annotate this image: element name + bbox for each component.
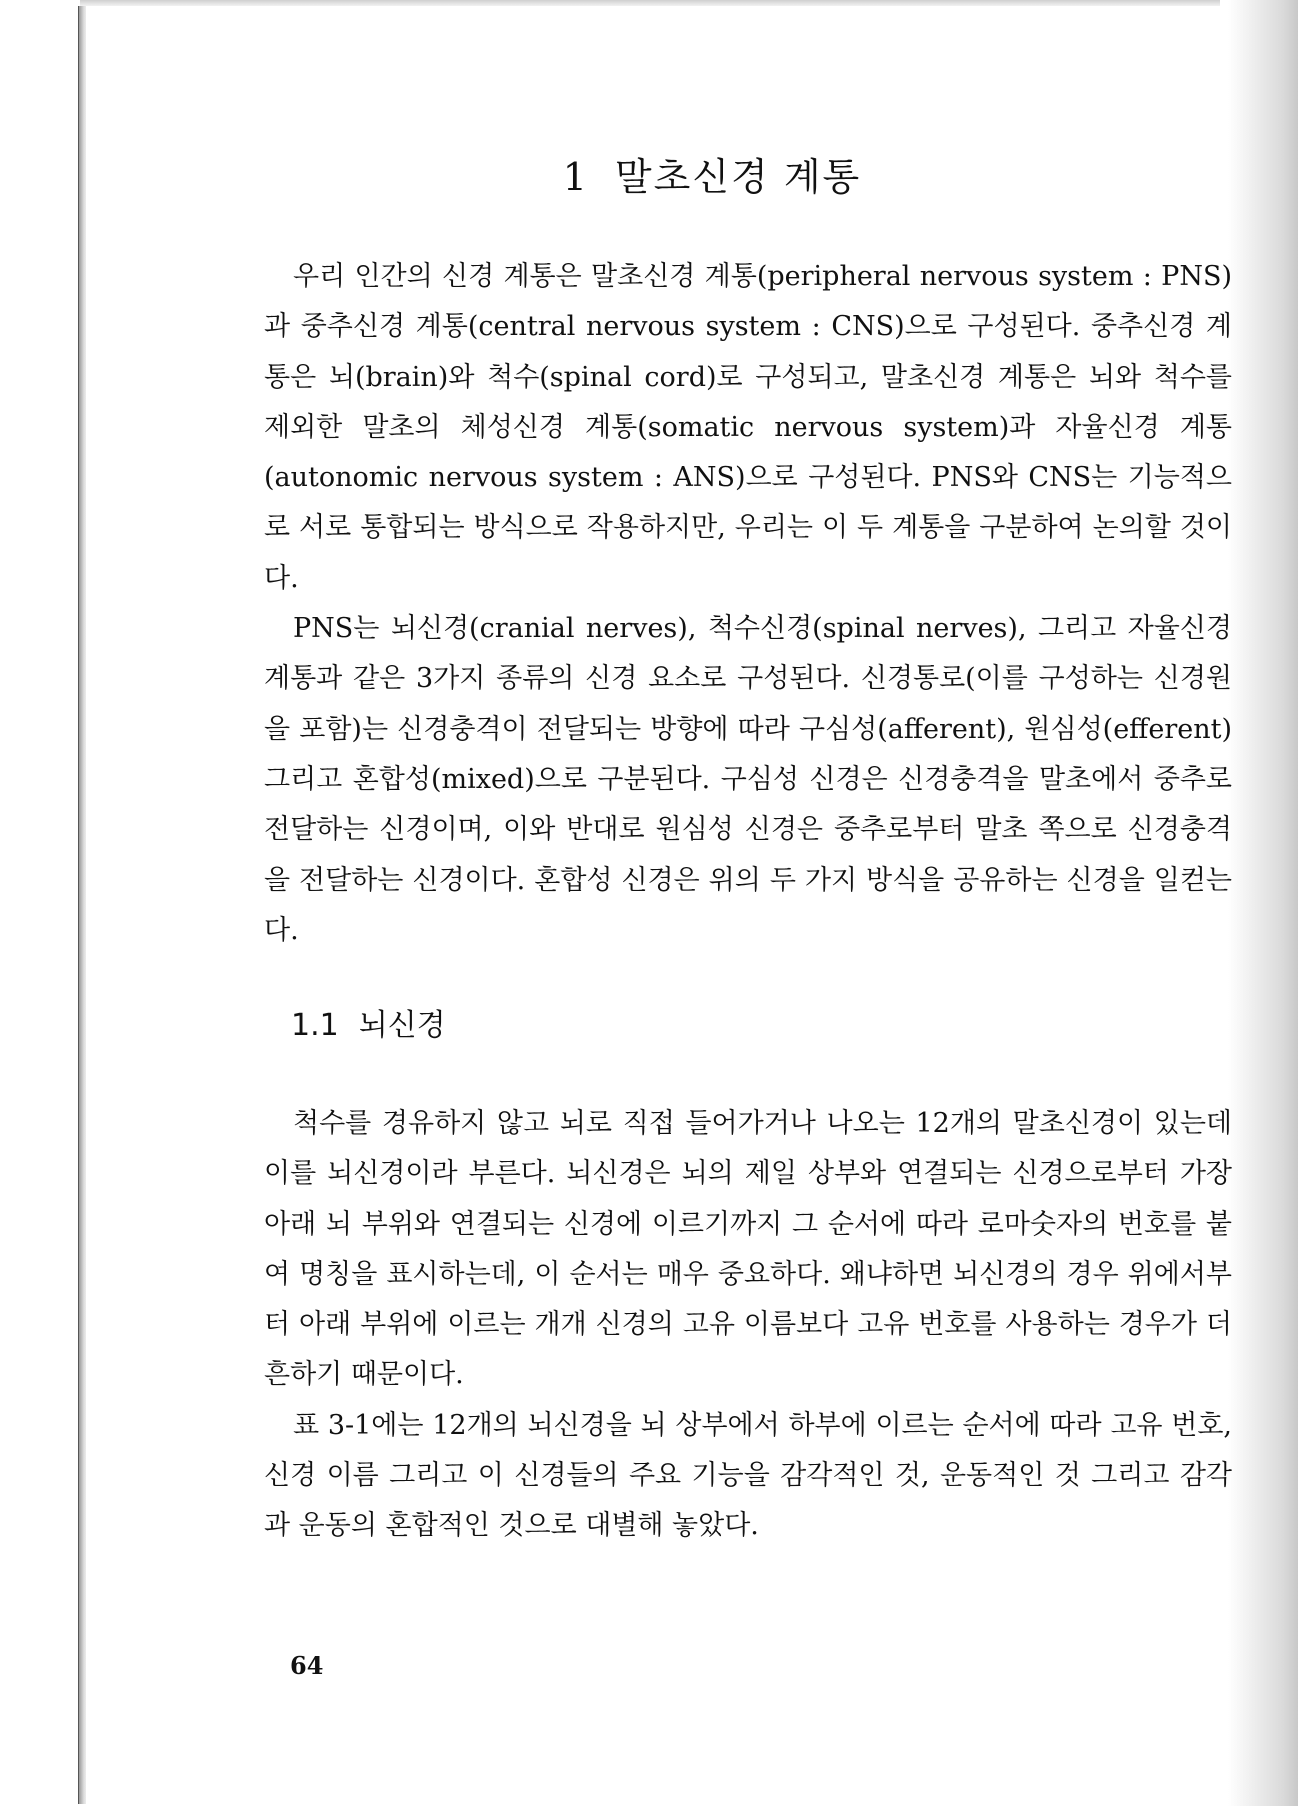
chapter-number: 1 — [562, 155, 589, 199]
section-title-text: 뇌신경 — [358, 1008, 446, 1043]
page-edge-right — [1228, 0, 1298, 1806]
book-page — [86, 6, 1232, 1804]
paragraph: 우리 인간의 신경 계통은 말초신경 계통(peripheral nervous system : PNS)과 중추신경 계통(central nervous system : CNS)으로 구성된다. 중추신경 계통은 뇌(brain)와 척수(spinal cord)로 구성되고, 말초신경 계통은 뇌와 척수를 제외한 말초의 체성신경 계통(somatic nervous system)과 자율신경 계통(autonomic nervous system : ANS)으로 구성된다. PNS와 CNS는 기능적으로 서로 통합되는 방식으로 작용하지만, 우리는 이 두 계통을 구분하여 논의할 것이다. — [264, 261, 1232, 594]
page-number: 64 — [290, 1651, 324, 1680]
intro-text — [264, 252, 1232, 956]
chapter-title — [86, 146, 1228, 201]
section-text — [264, 1099, 1232, 1552]
section-title — [291, 1000, 446, 1044]
chapter-title-text: 말초신경 계통 — [614, 155, 862, 199]
paragraph: 표 3-1에는 12개의 뇌신경을 뇌 상부에서 하부에 이르는 순서에 따라 고유 번호, 신경 이름 그리고 이 신경들의 주요 기능을 감각적인 것, 운동적인 것 그리고 감각과 운동의 혼합적인 것으로 대별해 놓았다. — [264, 1409, 1232, 1542]
paragraph: 척수를 경유하지 않고 뇌로 직접 들어가거나 나오는 12개의 말초신경이 있는데 이를 뇌신경이라 부른다. 뇌신경은 뇌의 제일 상부와 연결되는 신경으로부터 가장 아래 뇌 부위와 연결되는 신경에 이르기까지 그 순서에 따라 로마숫자의 번호를 붙여 명칭을 표시하는데, 이 순서는 매우 중요하다. 왜냐하면 뇌신경의 경우 위에서부터 아래 부위에 이르는 개개 신경의 고유 이름보다 고유 번호를 사용하는 경우가 더 흔하기 때문이다. — [264, 1108, 1232, 1391]
paragraph: PNS는 뇌신경(cranial nerves), 척수신경(spinal nerves), 그리고 자율신경 계통과 같은 3가지 종류의 신경 요소로 구성된다. 신경통로(이를 구성하는 신경원을 포함)는 신경충격이 전달되는 방향에 따라 구심성(afferent), 원심성(efferent) 그리고 혼합성(mixed)으로 구분된다. 구심성 신경은 신경충격을 말초에서 중추로 전달하는 신경이며, 이와 반대로 원심성 신경은 중추로부터 말초 쪽으로 신경충격을 전달하는 신경이다. 혼합성 신경은 위의 두 가지 방식을 공유하는 신경을 일컫는다. — [264, 613, 1232, 946]
section-number: 1.1 — [291, 1008, 339, 1043]
